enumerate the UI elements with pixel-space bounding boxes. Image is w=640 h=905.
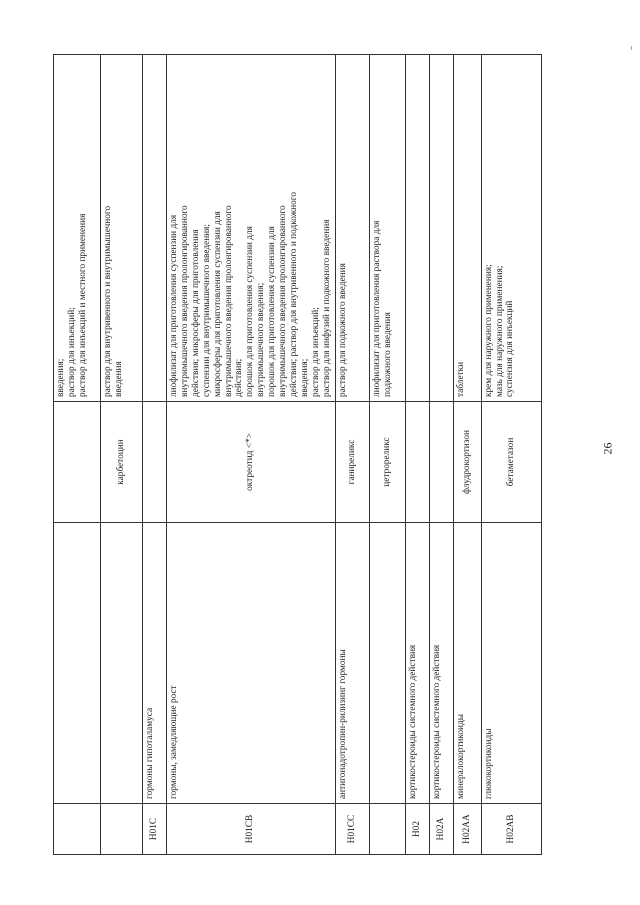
- atc-code-cell: H02AA: [453, 804, 481, 855]
- atc-code-cell: [54, 804, 101, 855]
- dosage-form-line: введения;: [56, 358, 66, 397]
- table-row: [405, 55, 429, 855]
- group-name-cell: минералокортикоиды: [453, 523, 481, 804]
- drug-name-cell: карбетоцин: [101, 402, 143, 523]
- dosage-form-line: лиофилизат для приготовления суспензии для: [169, 214, 179, 397]
- atc-code-cell: H02: [405, 804, 429, 855]
- dosage-form-line: внутримышечного введения пролонгированного: [179, 205, 190, 397]
- atc-code-cell: H02A: [429, 804, 453, 855]
- table-row: [481, 55, 541, 855]
- table-row: [369, 55, 405, 855]
- rotated-table-container: [53, 55, 598, 855]
- page-number: 26: [600, 442, 615, 455]
- dosage-forms-cell: [369, 55, 405, 402]
- dosage-form-line: раствор для инфузий и подкожного введения: [321, 219, 332, 397]
- drug-classification-table: [53, 54, 542, 855]
- drug-name-cell: бетаметазон: [481, 402, 541, 523]
- table-row: [143, 55, 167, 855]
- drug-name-cell: ганиреликс: [335, 402, 369, 523]
- table-row: [335, 55, 369, 855]
- table-row: [453, 55, 481, 855]
- table-row: [54, 55, 101, 855]
- dosage-forms-cell: [335, 55, 369, 402]
- group-name-cell: [101, 523, 143, 804]
- drug-name-cell: октреотид <*>: [167, 402, 336, 523]
- table-row: [167, 55, 336, 855]
- drug-name-cell: цетрореликс: [369, 402, 405, 523]
- dosage-form-line: действия; раствор для внутривенного и подкожного: [288, 191, 299, 397]
- dosage-form-line: действия;: [234, 358, 245, 397]
- dosage-form-line: порошок для приготовления суспензии для: [245, 226, 256, 397]
- group-name-cell: [369, 523, 405, 804]
- atc-code-cell: H01C: [143, 804, 167, 855]
- dosage-forms-cell: [453, 55, 481, 402]
- drug-name-cell: флудрокортизон: [453, 402, 481, 523]
- group-name-cell: кортикостероиды системного действия: [405, 523, 429, 804]
- dosage-form-line: микросферы для приготовления суспензии для: [212, 211, 223, 397]
- dosage-form-line: раствор для внутривенного и внутримышечного: [103, 205, 113, 397]
- dosage-form-line: порошок для приготовления суспензии для: [267, 226, 278, 397]
- dosage-form-line: действия; микросферы для приготовления: [190, 229, 201, 397]
- dosage-form-line: суспензия для инъекций: [505, 300, 516, 397]
- atc-code-cell: H01CC: [335, 804, 369, 855]
- dosage-form-line: раствор для подкожного введения: [337, 263, 348, 397]
- dosage-form-line: крем для наружного применения;: [483, 264, 494, 397]
- dosage-form-line: подкожного введения: [382, 312, 393, 397]
- dosage-form-line: внутримышечного введения пролонгированного: [278, 205, 289, 397]
- dosage-forms-cell: [101, 55, 143, 402]
- dosage-form-line: мазь для наружного применения;: [494, 265, 505, 397]
- drug-name-cell: [405, 402, 429, 523]
- dosage-forms-cell: [481, 55, 541, 402]
- dosage-forms-cell: [405, 55, 429, 402]
- dosage-forms-cell: [143, 55, 167, 402]
- dosage-forms-cell: [429, 55, 453, 402]
- group-name-cell: гормоны, замедляющие рост: [167, 523, 336, 804]
- atc-code-cell: [369, 804, 405, 855]
- scan-mark: [631, 46, 632, 50]
- atc-code-cell: H01CB: [167, 804, 336, 855]
- table-row: [429, 55, 453, 855]
- dosage-forms-cell: [54, 55, 101, 402]
- atc-code-cell: [101, 804, 143, 855]
- group-name-cell: кортикостероиды системного действия: [429, 523, 453, 804]
- drug-name-cell: [143, 402, 167, 523]
- drug-name-cell: [54, 402, 101, 523]
- atc-code-cell: H02AB: [481, 804, 541, 855]
- dosage-form-line: внутримышечного введения пролонгированного: [223, 205, 234, 397]
- dosage-forms-cell: [167, 55, 336, 402]
- drug-name-cell: [429, 402, 453, 523]
- dosage-form-line: раствор для инъекций;: [310, 307, 321, 397]
- dosage-form-line: лиофилизат для приготовления раствора для: [371, 220, 382, 397]
- dosage-form-line: раствор для инъекций;: [66, 307, 77, 397]
- group-name-cell: глюкокортикоиды: [481, 523, 541, 804]
- dosage-form-line: введения: [113, 361, 124, 397]
- table-row: [101, 55, 143, 855]
- group-name-cell: [54, 523, 101, 804]
- group-name-cell: гормоны гипоталамуса: [143, 523, 167, 804]
- dosage-form-line: суспензии для внутримышечного введения;: [201, 223, 212, 397]
- dosage-form-line: раствор для инъекций и местного применения: [77, 213, 88, 397]
- group-name-cell: антигонадотропин-рилизинг гормоны: [335, 523, 369, 804]
- dosage-form-line: таблетки: [455, 361, 466, 397]
- dosage-form-line: внутримышечного введения;: [256, 282, 267, 397]
- dosage-form-line: введения;: [299, 358, 310, 397]
